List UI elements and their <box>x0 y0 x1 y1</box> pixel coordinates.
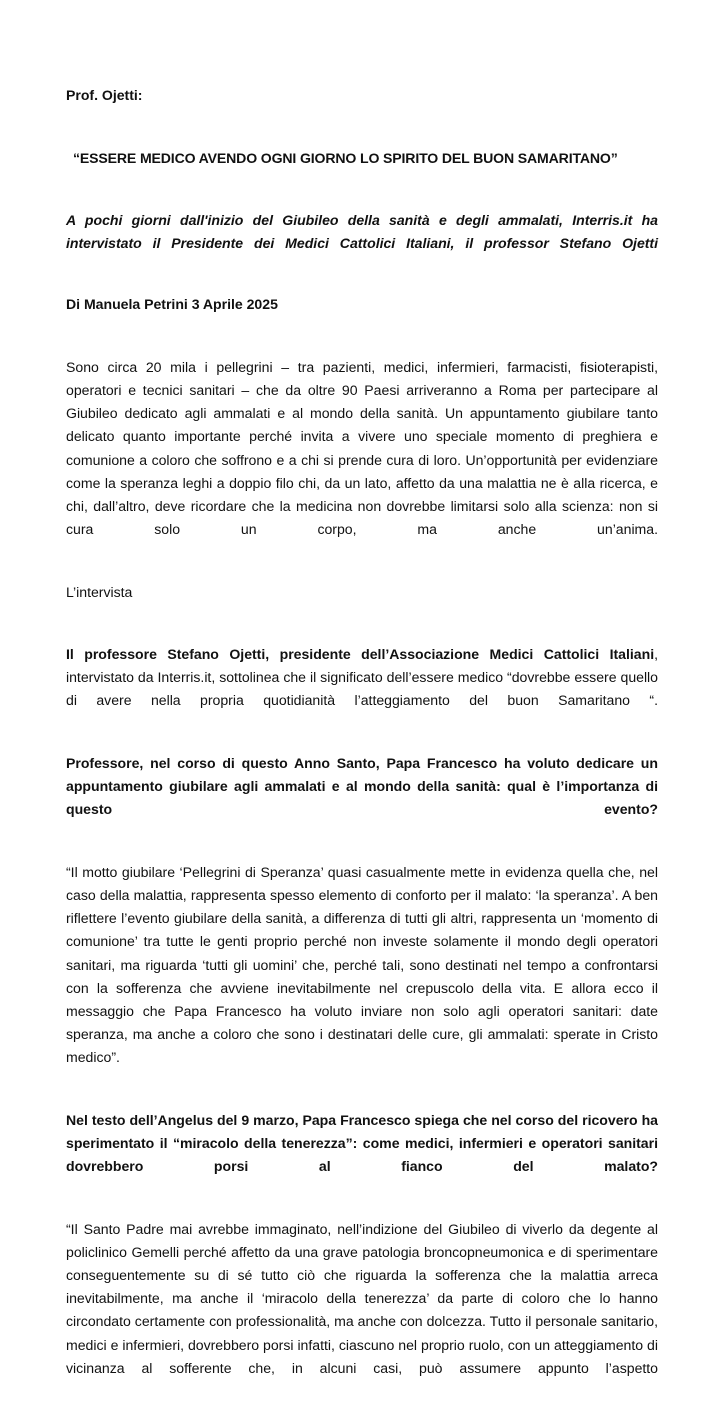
lead-paragraph <box>66 643 658 736</box>
question-2: Nel testo dell’Angelus del 9 marzo, Papa Francesco spiega che nel corso del ricovero ha sperimentato il “miracolo della tenerezza”: come medici, infermieri e operatori sanitari dovrebbero porsi al fianco del malato? <box>66 1111 658 1175</box>
article-byline: Di Manuela Petrini 3 Aprile 2025 <box>66 296 278 313</box>
lead-paragraph-rest: , intervistato da Interris.it, sottolinea che il significato dell’essere medico “dovrebbe essere quello di avere nella propria quotidianità l’atteggiamento del buon Samaritano “. <box>66 646 658 709</box>
question-1: Professore, nel corso di questo Anno Santo, Papa Francesco ha voluto dedicare un appuntamento giubilare agli ammalati e al mondo della sanità: qual è l’importanza di questo evento? <box>66 754 658 818</box>
intro-paragraph: Sono circa 20 mila i pellegrini – tra pazienti, medici, infermieri, farmacisti, fisioterapisti, operatori e tecnici sanitari – che da oltre 90 Paesi arriveranno a Roma per partecipare al Giubileo dedicato agli ammalati e al mondo della sanità. Un appuntamento giubilare tanto delicato quanto importante perché invita a vivere uno speciale momento di preghiera e comunione a coloro che soffrono e a chi si prende cura di loro. Un’opportunità per evidenziare come la speranza leghi a doppio filo chi, da un lato, affetto da una malattia ne è alla ricerca, e chi, dall’altro, deve ricordare che la medicina non dovrebbe limitarsi solo alla scienza: non si cura solo un corpo, ma anche un’anima. <box>66 358 658 538</box>
answer-2: “Il Santo Padre mai avrebbe immaginato, nell’indizione del Giubileo di viverlo da degente al policlinico Gemelli perché affetto da una grave patologia broncopneumonica e di sperimentare conseguentemente su di sé tutto ciò che riguarda la sofferenza che la malattia arreca inevitabilmente, ma anche il ‘miracolo della tenerezza’ da parte di coloro che lo hanno circondato certamente con professionalità, ma anche con dolcezza. Tutto il personale sanitario, medici e infermieri, dovrebbero porsi infatti, ciascuno nel proprio ruolo, con un atteggiamento di vicinanza al sofferente che, in alcuni casi, può assumere appunto l’aspetto <box>66 1220 658 1376</box>
byline-label: Prof. Ojetti: <box>66 87 143 103</box>
article-standfirst: A pochi giorni dall'inizio del Giubileo della sanità e degli ammalati, Interris.it ha intervistato il Presidente dei Medici Cattolici Italiani, il professor Stefano Ojetti <box>66 211 658 252</box>
section-label-intervista: L’intervista <box>66 583 133 600</box>
answer-1: “Il motto giubilare ‘Pellegrini di Speranza’ quasi casualmente mette in evidenza quella che, nel caso della malattia, rappresenta spesso elemento di conforto per il malato: ‘la speranza’. A ben riflettere l’evento giubilare della sanità, a differenza di tutti gli altri, rappresenta un ‘momento di comunione’ tra tutte le genti proprio perché non investe solamente il mondo degli operatori sanitari, ma riguarda ‘tutti gli uomini’ che, perché tali, sono destinati nel tempo a confrontarsi con la sofferenza che avviene inevitabilmente nel crepuscolo della vita. E allora ecco il messaggio che Papa Francesco ha voluto inviare non solo agli operatori sanitari: date speranza, ma anche a coloro che sono i destinatari delle cure, gli ammalati: sperate in Cristo medico”. <box>66 863 658 1066</box>
lead-paragraph-bold-lead: Il professore Stefano Ojetti, presidente dell’Associazione Medici Cattolici Italiani <box>66 646 655 663</box>
article-headline: “ESSERE MEDICO AVENDO OGNI GIORNO LO SPIRITO DEL BUON SAMARITANO” <box>73 150 618 167</box>
document-body <box>66 84 658 1403</box>
